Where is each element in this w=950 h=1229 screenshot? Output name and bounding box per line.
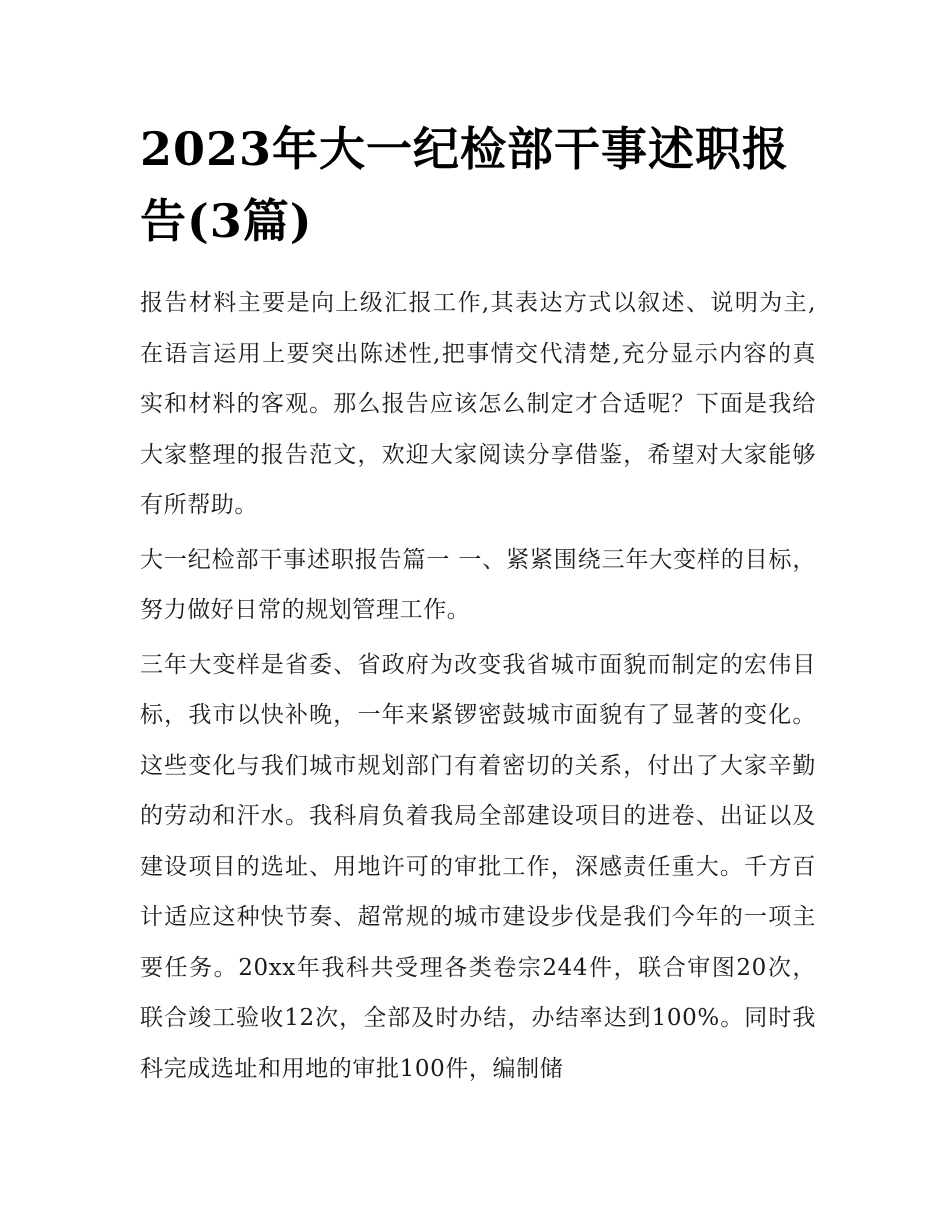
paragraph-intro: 报告材料主要是向上级汇报工作,其表达方式以叙述、说明为主,在语言运用上要突出陈述性,把事情交代清楚,充分显示内容的真实和材料的客观。那么报告应该怎么制定才合适呢？下面是我给大家整理的报告范文，欢迎大家阅读分享借鉴，希望对大家能够有所帮助。	[140, 290, 816, 518]
document-body	[140, 278, 816, 1098]
paragraph-work-summary: 三年大变样是省委、省政府为改变我省城市面貌而制定的宏伟目标，我市以快补晚，一年来紧锣密鼓城市面貌有了显著的变化。这些变化与我们城市规划部门有着密切的关系，付出了大家辛勤的劳动和汗水。我科肩负着我局全部建设项目的进卷、出证以及建设项目的选址、用地许可的审批工作，深感责任重大。千方百计适应这种快节奏、超常规的城市建设步伐是我们今年的一项主要任务。20xx年我科共受理各类卷宗244件，联合审图20次，联合竣工验收12次，全部及时办结，办结率达到100%。同时我科完成选址和用地的审批100件，编制储	[140, 651, 816, 1082]
paragraph-section-heading: 大一纪检部干事述职报告篇一 一、紧紧围绕三年大变样的目标，努力做好日常的规划管理工作。	[140, 546, 816, 623]
document-title: 2023年大一纪检部干事述职报告(3篇)	[140, 122, 790, 248]
